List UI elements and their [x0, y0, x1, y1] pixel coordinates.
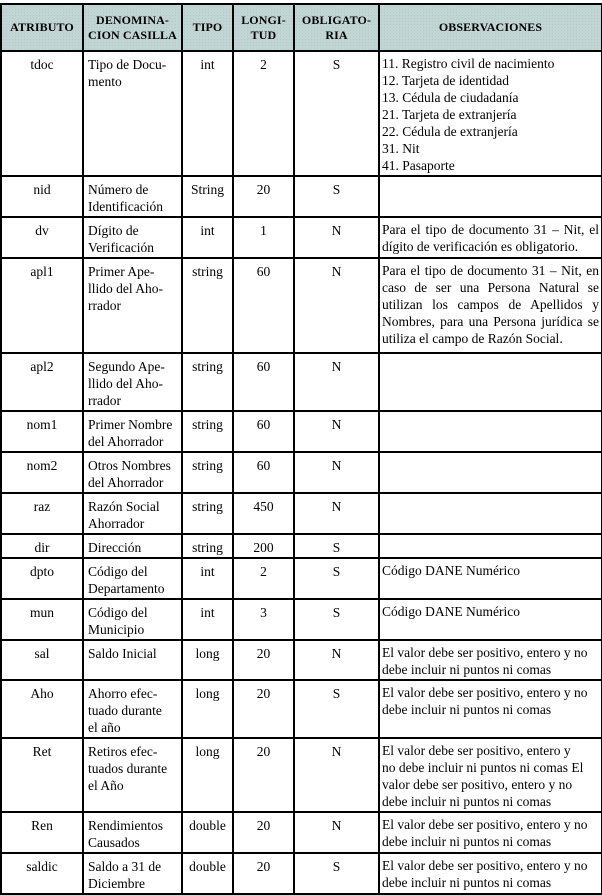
cell-atributo-text: apl2: [30, 359, 54, 374]
column-header-denominacion: [83, 4, 182, 51]
cell-longitud: [233, 51, 294, 176]
cell-longitud-text: 20: [256, 744, 271, 759]
cell-denominacion-line: Otros Nombres: [88, 458, 171, 473]
table-row: [1, 217, 602, 258]
table-row: [1, 534, 602, 558]
cell-observaciones-line: 12. Tarjeta de identidad: [382, 73, 510, 88]
cell-longitud: [233, 640, 294, 680]
cell-denominacion-line: Código del: [88, 605, 148, 620]
table-row: [1, 452, 602, 493]
cell-observaciones-line: no debe incluir ni puntos ni comas El: [382, 760, 584, 775]
cell-longitud: [233, 738, 294, 812]
cell-denominacion-line: Verificación: [88, 240, 154, 255]
cell-tipo: [182, 353, 233, 411]
cell-denominacion: [83, 411, 182, 452]
cell-obligatoria: [294, 176, 379, 217]
cell-denominacion: [83, 258, 182, 353]
column-header-longitud: [233, 4, 294, 51]
cell-atributo-text: saldic: [26, 859, 58, 874]
cell-tipo-text: long: [195, 686, 220, 701]
cell-obligatoria-text: S: [332, 57, 341, 72]
cell-denominacion: [83, 812, 182, 853]
cell-denominacion-line: Dígito de: [88, 223, 139, 238]
cell-atributo-text: tdoc: [30, 57, 54, 72]
table-row: [1, 176, 602, 217]
cell-observaciones: [379, 411, 602, 452]
cell-tipo-text: string: [192, 540, 223, 555]
cell-atributo: [1, 738, 83, 812]
cell-observaciones-line: debe incluir ni puntos ni comas: [382, 662, 552, 677]
cell-denominacion-line: Razón Social: [88, 499, 160, 514]
column-header-label: OBLIGATO-: [301, 12, 372, 27]
cell-observaciones: [379, 353, 602, 411]
cell-observaciones-line: Para el tipo de documento 31 – Nit, el dígito de verificación es obligatorio.: [382, 222, 599, 254]
cell-tipo: [182, 812, 233, 853]
cell-obligatoria: [294, 534, 379, 558]
cell-atributo-text: Ren: [31, 818, 53, 833]
cell-longitud-text: 20: [256, 686, 271, 701]
cell-tipo: [182, 853, 233, 894]
table-row: [1, 493, 602, 534]
cell-denominacion-line: Ahorrador: [88, 516, 145, 531]
cell-observaciones: [379, 640, 602, 680]
cell-atributo-text: apl1: [30, 264, 54, 279]
cell-obligatoria-text: S: [332, 605, 341, 620]
table-row: [1, 411, 602, 452]
cell-atributo-text: dir: [34, 540, 50, 555]
table-row: [1, 558, 602, 599]
cell-atributo: [1, 51, 83, 176]
cell-denominacion-line: Código del: [88, 564, 148, 579]
cell-observaciones-line: Para el tipo de documento 31 – Nit, en caso de ser una Persona Natural se utilizan los campos de Apellidos y Nombres, para una Persona jurídica se utiliza el campo de Razón Social.: [382, 263, 599, 346]
cell-longitud: [233, 812, 294, 853]
cell-denominacion: [83, 534, 182, 558]
cell-longitud-text: 20: [256, 818, 271, 833]
cell-tipo-text: int: [200, 57, 215, 72]
column-header-label: TIPO: [192, 20, 223, 34]
cell-atributo: [1, 812, 83, 853]
cell-obligatoria-text: N: [331, 359, 342, 374]
field-spec-table: [0, 3, 602, 895]
cell-denominacion-line: del Ahorrador: [88, 434, 164, 449]
cell-longitud-text: 200: [253, 540, 274, 555]
header-row: [1, 4, 602, 51]
cell-obligatoria-text: N: [331, 646, 342, 661]
cell-observaciones: [379, 258, 602, 353]
cell-atributo-text: nom2: [26, 458, 58, 473]
cell-denominacion: [83, 353, 182, 411]
cell-obligatoria: [294, 51, 379, 176]
cell-atributo-text: raz: [33, 499, 51, 514]
cell-atributo: [1, 640, 83, 680]
cell-longitud-text: 60: [256, 359, 271, 374]
cell-obligatoria: [294, 640, 379, 680]
table-row: [1, 353, 602, 411]
cell-denominacion-line: Retiros efec-: [88, 744, 158, 759]
cell-tipo-text: int: [200, 564, 215, 579]
cell-longitud: [233, 353, 294, 411]
cell-denominacion-line: Saldo a 31 de: [88, 859, 162, 874]
cell-obligatoria: [294, 353, 379, 411]
cell-tipo: [182, 599, 233, 640]
cell-longitud: [233, 534, 294, 558]
cell-obligatoria-text: S: [332, 182, 341, 197]
cell-longitud-text: 20: [256, 859, 271, 874]
cell-longitud: [233, 176, 294, 217]
column-header-label: LONGI-: [241, 12, 286, 27]
cell-obligatoria: [294, 452, 379, 493]
cell-observaciones: [379, 853, 602, 894]
cell-tipo-text: string: [192, 417, 223, 432]
cell-atributo: [1, 599, 83, 640]
table-header: [1, 4, 602, 51]
cell-observaciones-line: 22. Cédula de extranjería: [382, 124, 518, 139]
cell-denominacion-line: Ahorro efec-: [88, 686, 158, 701]
cell-observaciones-line: 41. Pasaporte: [382, 158, 455, 173]
cell-denominacion-line: Saldo Inicial: [88, 646, 157, 661]
cell-tipo-text: string: [192, 264, 223, 279]
cell-longitud-text: 450: [253, 499, 274, 514]
cell-obligatoria: [294, 558, 379, 599]
table-row: [1, 51, 602, 176]
cell-atributo: [1, 411, 83, 452]
column-header-tipo: [182, 4, 233, 51]
cell-obligatoria: [294, 411, 379, 452]
cell-obligatoria-text: N: [331, 499, 342, 514]
cell-atributo: [1, 493, 83, 534]
cell-denominacion-line: el año: [88, 720, 121, 735]
cell-observaciones-line: 21. Tarjeta de extranjería: [382, 107, 517, 122]
cell-atributo: [1, 534, 83, 558]
cell-tipo: [182, 217, 233, 258]
column-header-label: DENOMINA-: [96, 12, 169, 27]
cell-tipo-text: double: [189, 818, 226, 833]
cell-obligatoria-text: N: [331, 264, 342, 279]
cell-atributo: [1, 853, 83, 894]
cell-atributo: [1, 353, 83, 411]
column-header-atributo: [1, 4, 83, 51]
cell-denominacion: [83, 452, 182, 493]
cell-denominacion: [83, 640, 182, 680]
cell-obligatoria: [294, 680, 379, 738]
table-row: [1, 738, 602, 812]
cell-obligatoria: [294, 493, 379, 534]
cell-observaciones-line: El valor debe ser positivo, entero y no: [382, 645, 588, 660]
cell-longitud-text: 20: [256, 646, 271, 661]
cell-atributo-text: dpto: [29, 564, 54, 579]
cell-denominacion: [83, 853, 182, 894]
cell-tipo: [182, 176, 233, 217]
cell-observaciones: [379, 51, 602, 176]
cell-denominacion: [83, 558, 182, 599]
cell-observaciones: [379, 176, 602, 217]
column-header-label: ATRIBUTO: [10, 20, 74, 34]
cell-longitud-text: 60: [256, 264, 271, 279]
column-header-label: TUD: [250, 27, 277, 42]
cell-atributo-text: nid: [33, 182, 51, 197]
table-row: [1, 258, 602, 353]
cell-longitud: [233, 680, 294, 738]
table-row: [1, 599, 602, 640]
cell-observaciones-line: El valor debe ser positivo, entero y no: [382, 685, 588, 700]
cell-denominacion-line: Número de: [88, 182, 149, 197]
cell-tipo: [182, 411, 233, 452]
cell-denominacion: [83, 493, 182, 534]
cell-observaciones: [379, 452, 602, 493]
column-header-obligatoria: [294, 4, 379, 51]
cell-observaciones: [379, 738, 602, 812]
cell-tipo: [182, 680, 233, 738]
cell-obligatoria: [294, 738, 379, 812]
cell-observaciones: [379, 599, 602, 640]
cell-observaciones: [379, 812, 602, 853]
cell-tipo-text: string: [192, 458, 223, 473]
cell-observaciones: [379, 680, 602, 738]
cell-denominacion-line: Diciembre: [88, 876, 145, 891]
cell-tipo: [182, 258, 233, 353]
cell-longitud: [233, 599, 294, 640]
cell-tipo: [182, 51, 233, 176]
cell-tipo: [182, 493, 233, 534]
cell-denominacion: [83, 680, 182, 738]
cell-longitud: [233, 558, 294, 599]
cell-denominacion-line: Identificación: [88, 199, 163, 214]
cell-tipo-text: string: [192, 359, 223, 374]
cell-observaciones-line: 11. Registro civil de nacimiento: [382, 56, 555, 71]
cell-atributo-text: dv: [35, 223, 49, 238]
cell-obligatoria-text: N: [331, 744, 342, 759]
cell-observaciones-line: debe incluir ni puntos ni comas: [382, 702, 552, 717]
cell-observaciones-line: debe incluir ni puntos ni comas: [382, 834, 552, 849]
cell-denominacion-line: Primer Nombre: [88, 417, 173, 432]
cell-observaciones-line: Código DANE Numérico: [382, 563, 520, 578]
cell-denominacion: [83, 51, 182, 176]
cell-longitud-text: 60: [256, 417, 271, 432]
table-row: [1, 812, 602, 853]
table-body: [1, 51, 602, 894]
cell-tipo-text: double: [189, 859, 226, 874]
cell-tipo-text: string: [192, 499, 223, 514]
column-header-label: OBSERVACIONES: [438, 20, 543, 34]
table-row: [1, 853, 602, 894]
cell-observaciones-line: Código DANE Numérico: [382, 604, 520, 619]
cell-tipo-text: int: [200, 223, 215, 238]
cell-atributo-text: Aho: [30, 686, 54, 701]
cell-denominacion: [83, 599, 182, 640]
cell-tipo-text: String: [190, 182, 224, 197]
cell-longitud: [233, 217, 294, 258]
cell-observaciones-line: debe incluir ni puntos ni comas: [382, 875, 552, 890]
cell-obligatoria-text: N: [331, 458, 342, 473]
cell-longitud-text: 2: [260, 564, 267, 579]
cell-obligatoria-text: N: [331, 417, 342, 432]
cell-observaciones: [379, 534, 602, 558]
cell-denominacion-line: Primer Ape-: [88, 264, 155, 279]
cell-denominacion-line: rrador: [88, 393, 121, 408]
cell-denominacion-line: Dirección: [88, 540, 142, 555]
cell-denominacion-line: Municipio: [88, 622, 145, 637]
cell-atributo: [1, 217, 83, 258]
cell-denominacion: [83, 176, 182, 217]
cell-tipo: [182, 534, 233, 558]
cell-observaciones: [379, 493, 602, 534]
cell-obligatoria-text: N: [331, 818, 342, 833]
cell-observaciones-line: El valor debe ser positivo, entero y no: [382, 817, 588, 832]
cell-observaciones-line: 31. Nit: [382, 141, 420, 156]
cell-denominacion-line: tuados durante: [88, 761, 168, 776]
cell-atributo: [1, 258, 83, 353]
cell-denominacion-line: Segundo Ape-: [88, 359, 165, 374]
cell-atributo: [1, 558, 83, 599]
column-header-label: CION CASILLA: [88, 27, 177, 42]
cell-obligatoria-text: S: [332, 540, 341, 555]
cell-atributo-text: Ret: [32, 744, 52, 759]
cell-denominacion-line: Tipo de Docu-: [88, 57, 167, 72]
cell-atributo-text: mun: [29, 605, 54, 620]
cell-observaciones-line: debe incluir ni puntos ni comas: [382, 794, 552, 809]
cell-denominacion-line: llido del Aho-: [88, 376, 163, 391]
cell-observaciones: [379, 558, 602, 599]
cell-atributo: [1, 176, 83, 217]
cell-longitud-text: 1: [260, 223, 267, 238]
cell-denominacion-line: rrador: [88, 298, 121, 313]
cell-longitud: [233, 411, 294, 452]
cell-tipo: [182, 558, 233, 599]
cell-longitud: [233, 493, 294, 534]
column-header-observaciones: [379, 4, 602, 51]
cell-tipo-text: int: [200, 605, 215, 620]
cell-tipo-text: long: [195, 744, 220, 759]
cell-longitud: [233, 452, 294, 493]
cell-denominacion-line: tuado durante: [88, 703, 162, 718]
cell-denominacion-line: el Año: [88, 778, 124, 793]
cell-denominacion-line: Causados: [88, 835, 140, 850]
column-header-label: RIA: [325, 27, 348, 42]
cell-obligatoria-text: S: [332, 564, 341, 579]
cell-denominacion-line: llido del Aho-: [88, 281, 163, 296]
table-row: [1, 640, 602, 680]
cell-denominacion-line: del Ahorrador: [88, 475, 164, 490]
cell-denominacion-line: Rendimientos: [88, 818, 163, 833]
cell-tipo: [182, 738, 233, 812]
cell-longitud-text: 2: [260, 57, 267, 72]
cell-obligatoria-text: N: [331, 223, 342, 238]
cell-observaciones-line: valor debe ser positivo, entero y no: [382, 777, 573, 792]
cell-obligatoria-text: S: [332, 686, 341, 701]
cell-obligatoria: [294, 812, 379, 853]
cell-atributo-text: nom1: [26, 417, 58, 432]
cell-denominacion-line: mento: [88, 74, 122, 89]
cell-observaciones-line: El valor debe ser positivo, entero y no: [382, 858, 588, 873]
cell-tipo: [182, 452, 233, 493]
cell-denominacion: [83, 217, 182, 258]
cell-observaciones: [379, 217, 602, 258]
cell-obligatoria-text: S: [332, 859, 341, 874]
cell-longitud: [233, 853, 294, 894]
cell-observaciones-line: 13. Cédula de ciudadanía: [382, 90, 519, 105]
cell-tipo-text: long: [195, 646, 220, 661]
cell-obligatoria: [294, 217, 379, 258]
cell-tipo: [182, 640, 233, 680]
cell-obligatoria: [294, 258, 379, 353]
cell-obligatoria: [294, 853, 379, 894]
cell-atributo: [1, 680, 83, 738]
cell-longitud-text: 20: [256, 182, 271, 197]
table-row: [1, 680, 602, 738]
cell-longitud: [233, 258, 294, 353]
cell-obligatoria: [294, 599, 379, 640]
cell-longitud-text: 60: [256, 458, 271, 473]
cell-denominacion-line: Departamento: [88, 581, 165, 596]
cell-longitud-text: 3: [260, 605, 267, 620]
cell-atributo-text: sal: [34, 646, 50, 661]
cell-observaciones-line: El valor debe ser positivo, entero y: [382, 743, 571, 758]
cell-atributo: [1, 452, 83, 493]
cell-denominacion: [83, 738, 182, 812]
